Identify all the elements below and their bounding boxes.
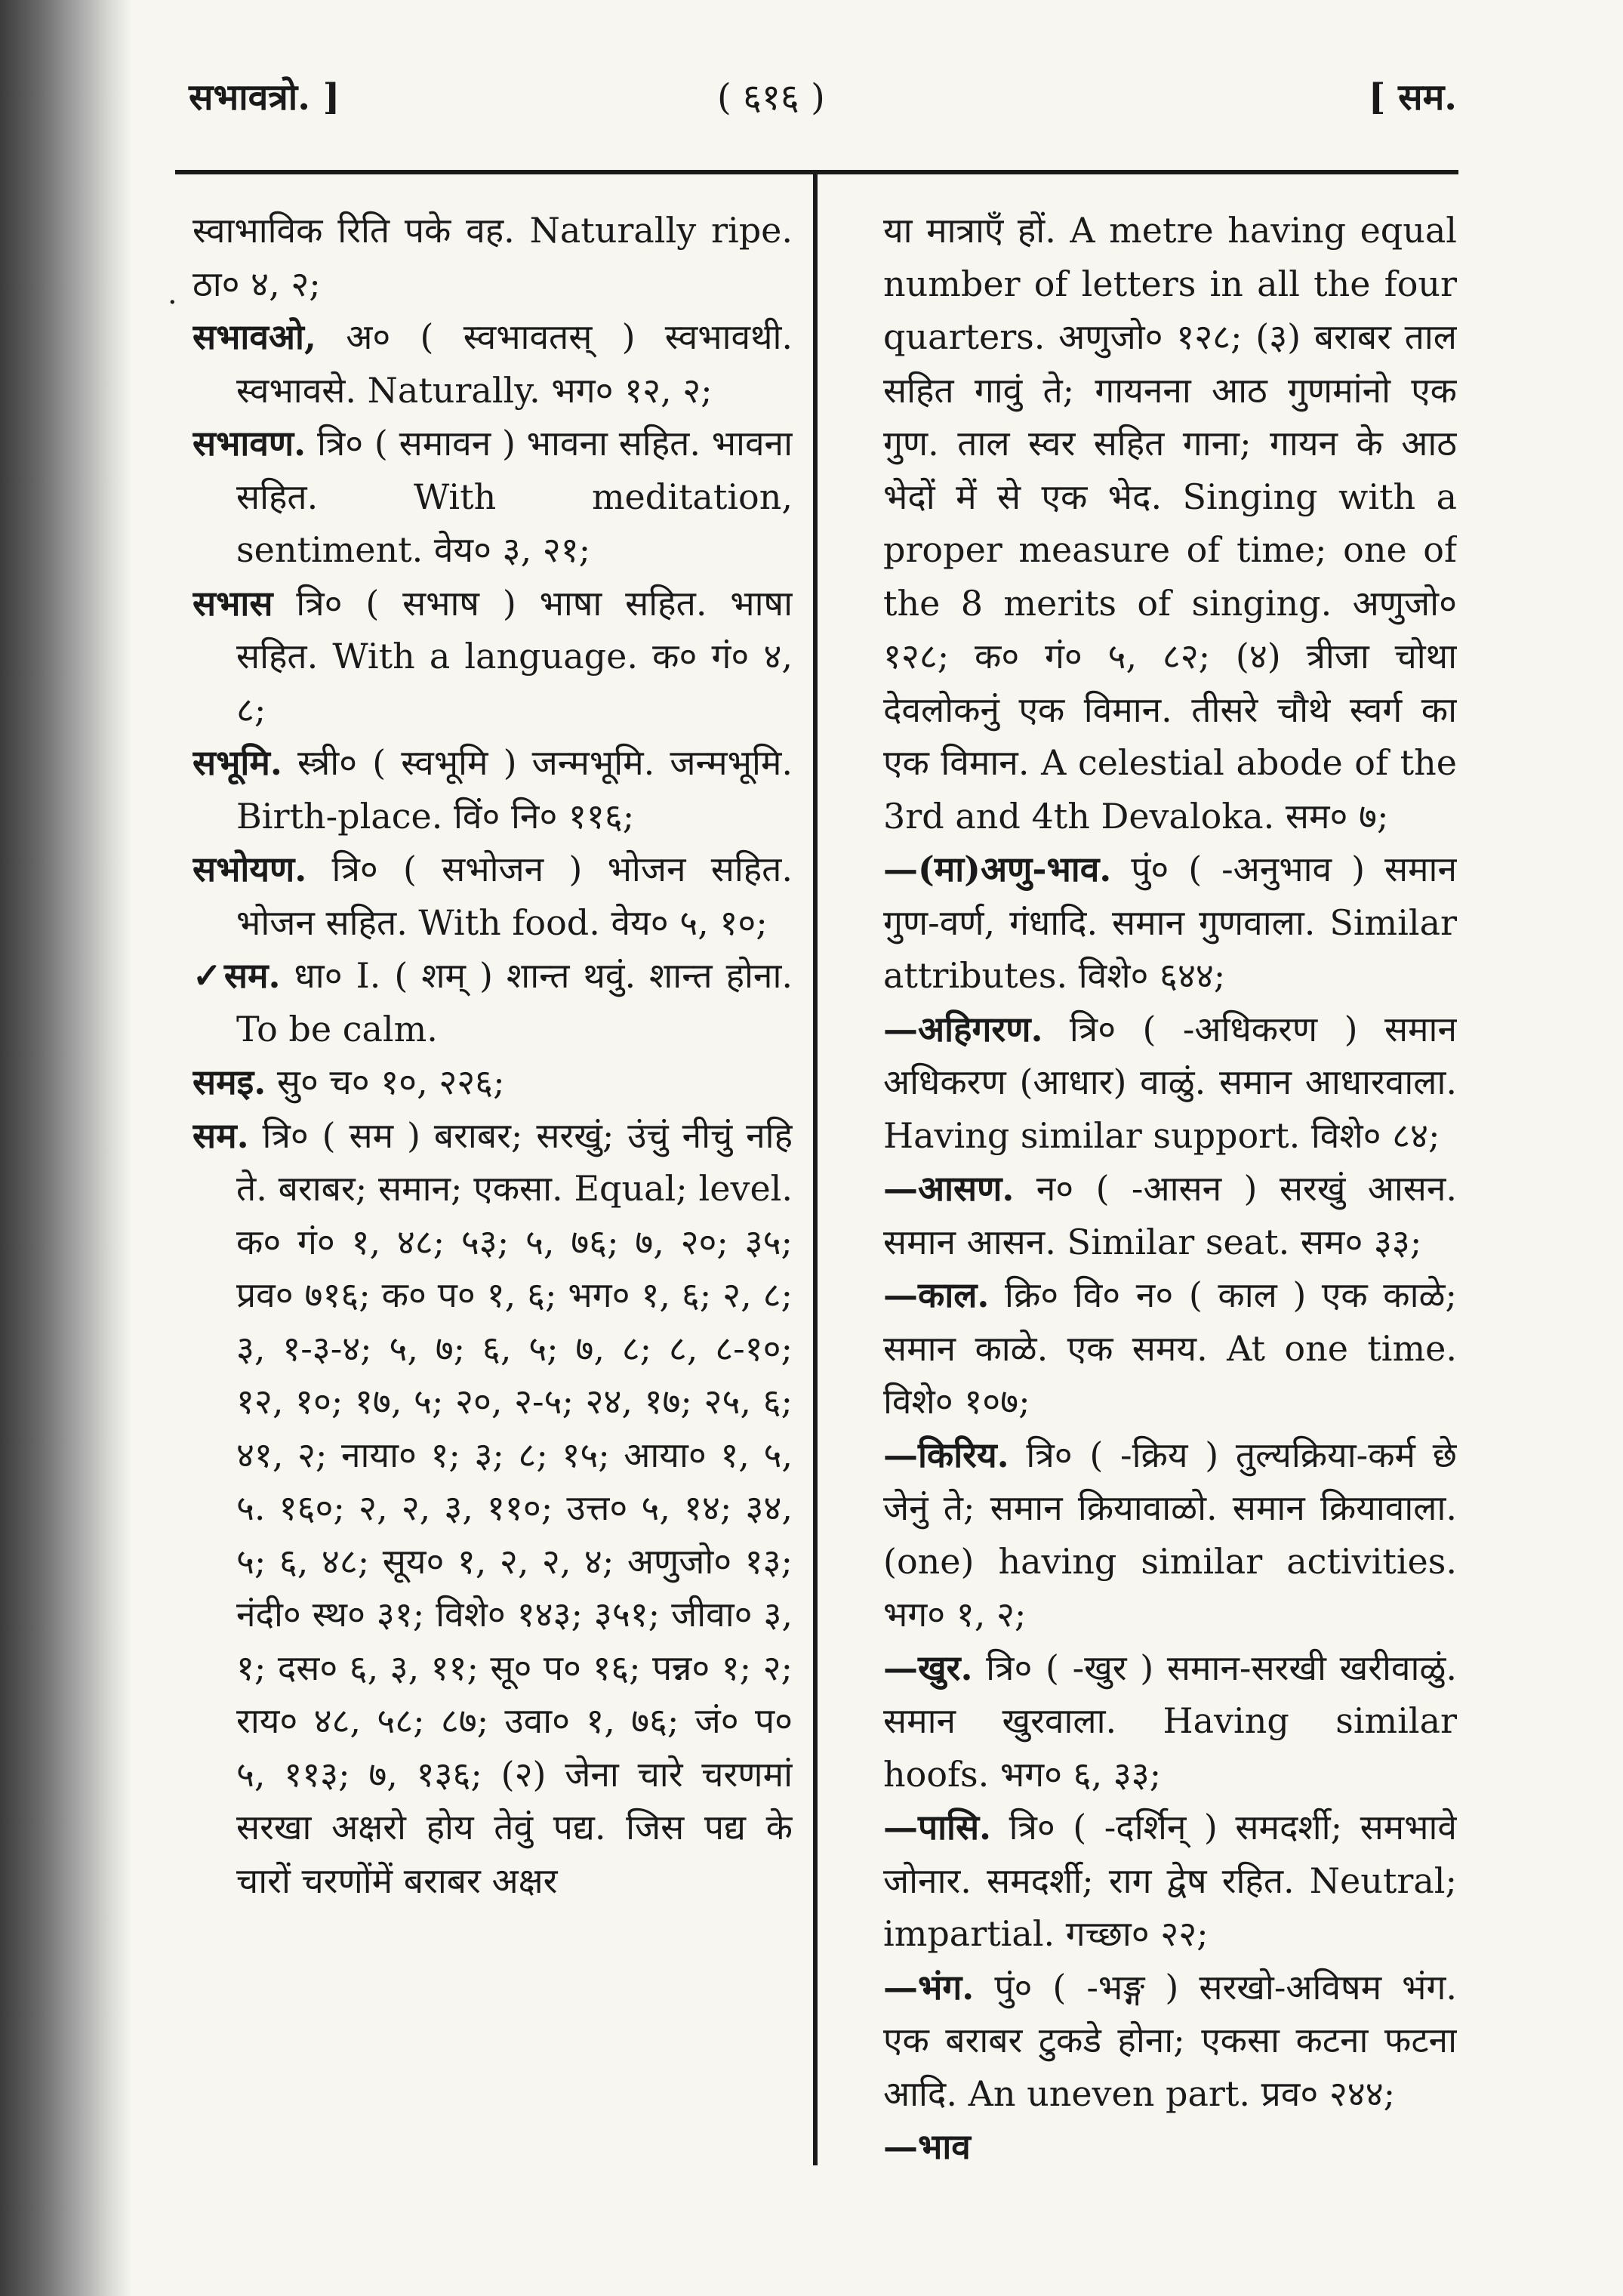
entry: —भंग. पुं० ( -भङ्ग ) सरखो-अविषम भंग. एक बराबर टुकडे होना; एकसा कटना फटना आदि. An uneven part. प्रव० २४४;: [883, 1966, 1457, 2114]
entry: सम. त्रि० ( सम ) बराबर; सरखुं; उंचुं नीचुं नहि ते. बराबर; समान; एकसा. Equal; level. क० गं० १, ४८; ५३; ५, ७६; ७, २०; ३५; प्रव० ७१६; क० प० १, ६; भग० १, ६; २, ८; ३, १-३-४; ५, ७; ६, ५; ७, ८; ८, ८-१०; १२, १०; १७, ५; २०, २-५; २४, १७; २५, ६; ४१, २; नाया० १; ३; ८; १५; आया० १, ५, ५. १६०; २, २, ३, ११०; उत्त० ५, १४; ३४, ५; ६, ४८; सूय० १, २, २, ४; अणुजो० १३; नंदी० स्थ० ३१; विशे० १४३; ३५१; जीवा० ३, १; दस० ६, ३, ११; सू० प० १६; पन्न० १; २; राय० ४८, ५८; ८७; उवा० १, ७६; जं० प० ५, ११३; ७, १३६; (२) जेना चारे चरणमां सरखा अक्षरो होय तेवुं पद्य. जिस पद्य के चारों चरणोंमें बराबर अक्षर: [192, 1114, 793, 1901]
entry: ✓सम. धा० I. ( शम् ) शान्त थवुं. शान्त होना. To be calm.: [192, 955, 793, 1049]
entry: समइ. सु० च० १०, २२६;: [192, 1062, 505, 1102]
entry: —किरिय. त्रि० ( -क्रिय ) तुल्यक्रिया-कर्म छे जेनुं ते; समान क्रियावाळो. समान क्रियावाला. (one) having similar activities. भग० १, २;: [883, 1434, 1457, 1635]
page-number: ( ६१६ ): [717, 76, 825, 119]
header-right-guide-word: [ सम.: [1368, 76, 1457, 119]
entry: —अहिगरण. त्रि० ( -अधिकरण ) समान अधिकरण (आधार) वाळुं. समान आधारवाला. Having similar support. विशे० ८४;: [883, 1008, 1457, 1156]
book-spine-shadow: [0, 0, 132, 2296]
margin-dot: ·: [168, 285, 177, 320]
entry: या मात्राएँ हों. A metre having equal number of letters in all the four quarters. अणुजो० १२८; (३) बराबर ताल सहित गावुं ते; गायनना आठ गुणमांनो एक गुण. ताल स्वर सहित गाना; गायन के आठ भेदों में से एक भेद. Singing with a proper measure of time; one of the 8 merits of singing. अणुजो० १२८; क० गं० ५, ८२; (४) त्रीजा चोथा देवलोकनुं एक विमान. तीसरे चौथे स्वर्ग का एक विमान. A celestial abode of the 3rd and 4th Devaloka. सम० ७;: [883, 210, 1457, 837]
entry: —खुर. त्रि० ( -खुर ) समान-सरखी खरीवाळुं. समान खुरवाला. Having similar hoofs. भग० ६, ३३;: [883, 1647, 1457, 1795]
entry: —काल. क्रि० वि० न० ( काल ) एक काळे; समान काळे. एक समय. At one time. विशे० १०७;: [883, 1274, 1457, 1422]
entry: सभूमि. स्त्री० ( स्वभूमि ) जन्मभूमि. जन्मभूमि. Birth-place. विं० नि० ११६;: [192, 742, 793, 837]
entry: सभास त्रि० ( सभाष ) भाषा सहित. भाषा सहित. With a language. क० गं० ४, ८;: [192, 582, 793, 730]
entry: सभावण. त्रि० ( समावन ) भावना सहित. भावना सहित. With meditation, sentiment. वेय० ३, २१;: [192, 423, 793, 570]
entry: सभोयण. त्रि० ( सभोजन ) भोजन सहित. भोजन सहित. With food. वेय० ५, १०;: [192, 849, 793, 943]
column-divider: [813, 172, 818, 2165]
entry: —पासि. त्रि० ( -दर्शिन् ) समदर्शी; समभावे जोनार. समदर्शी; राग द्वेष रहित. Neutral; impartial. गच्छा० २२;: [883, 1807, 1457, 1954]
header-left-guide-word: सभावत्रो. ]: [189, 76, 340, 119]
left-column: [192, 204, 793, 2182]
entry: —भाव: [883, 2126, 971, 2167]
entry: —आसण. न० ( -आसन ) सरखुं आसन. समान आसन. Similar seat. सम० ३३;: [883, 1168, 1457, 1262]
right-column: [883, 204, 1457, 2182]
entry: —(मा)अणु-भाव. पुं० ( -अनुभाव ) समान गुण-वर्ण, गंधादि. समान गुणवाला. Similar attributes. विशे० ६४४;: [883, 849, 1457, 996]
entry: स्वाभाविक रिति पके वह. Naturally ripe. ठा० ४, २;: [192, 210, 793, 304]
page-header: [189, 72, 1457, 125]
entry: सभावओ, अ० ( स्वभावतस् ) स्वभावथी. स्वभावसे. Naturally. भग० १२, २;: [192, 316, 793, 411]
